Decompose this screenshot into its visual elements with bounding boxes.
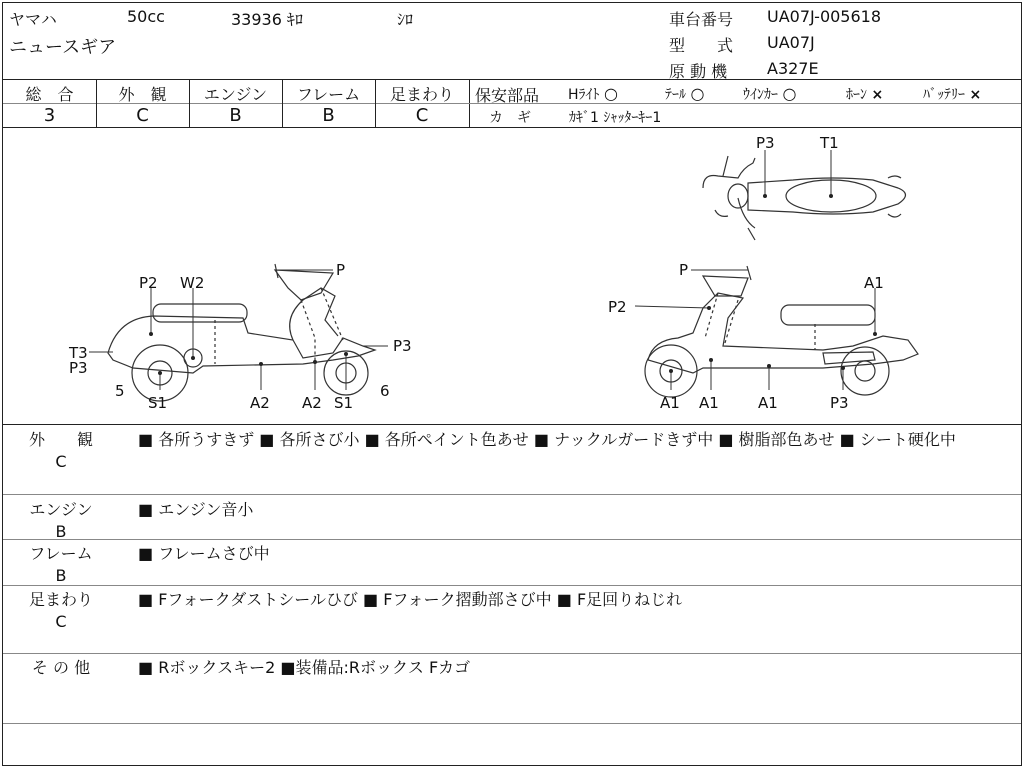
grade-overall-value: 3	[43, 105, 56, 126]
battery-mark: ×	[969, 87, 982, 103]
top-label-p3: P3	[756, 134, 775, 152]
section-frame-text: ■ フレームさび中	[138, 544, 270, 563]
right-label-a1-center: A1	[758, 394, 778, 412]
safety-winker: ｳｲﾝｶｰ ○	[743, 84, 797, 103]
frame-label: 車台番号	[669, 10, 734, 29]
section-suspension-label: 足まわり C	[21, 589, 101, 633]
safety-label: 保安部品	[475, 86, 540, 105]
grade-engine-label: エンジン	[203, 85, 268, 104]
left-label-p3-front: P3	[393, 337, 412, 355]
section-suspension-grade: C	[55, 612, 67, 631]
winker-mark: ○	[782, 84, 797, 103]
section-exterior-text: ■ 各所うすきず ■ 各所さび小 ■ 各所ペイント色あせ ■ ナックルガードきず中 ■ 樹脂部色あせ ■ シート硬化中	[138, 430, 956, 449]
left-label-a2-front: A2	[302, 394, 322, 412]
left-label-s1-rear: S1	[148, 394, 168, 412]
right-label-p3: P3	[830, 394, 849, 412]
grade-engine-value: B	[229, 105, 242, 126]
right-label-a1-rear: A1	[864, 274, 884, 292]
top-label-t1: T1	[820, 134, 839, 152]
left-label-s1-front: S1	[334, 394, 354, 412]
section-exterior-label: 外 観 C	[21, 429, 101, 473]
safety-horn: ﾎｰﾝ ×	[846, 87, 884, 103]
left-label-p3-rear: P3	[69, 359, 88, 377]
right-label-p2: P2	[608, 298, 627, 316]
taillight-mark: ○	[690, 84, 705, 103]
left-label-t3: T3	[69, 344, 88, 362]
section-frame-grade: B	[55, 566, 67, 585]
displacement: 50cc	[127, 7, 165, 26]
left-label-a2-center: A2	[250, 394, 270, 412]
left-label-p2: P2	[139, 274, 158, 292]
grade-exterior-value: C	[136, 105, 149, 126]
left-label-5: 5	[115, 382, 125, 400]
section-frame-label: フレーム B	[21, 543, 101, 587]
section-engine-grade: B	[55, 522, 67, 541]
right-label-a1-floor: A1	[699, 394, 719, 412]
left-label-w2: W2	[180, 274, 205, 292]
color: ｼﾛ	[397, 10, 414, 29]
grade-frame-label: フレーム	[296, 85, 361, 104]
safety-battery: ﾊﾞｯﾃﾘｰ ×	[923, 87, 982, 103]
section-other-text: ■ Rボックスキー2 ■装備品:Rボックス Fカゴ	[138, 658, 471, 677]
grade-exterior-label: 外 観	[118, 85, 167, 104]
type-label: 型 式	[669, 36, 734, 55]
horn-mark: ×	[871, 87, 884, 103]
section-engine-label: エンジン B	[21, 499, 101, 543]
section-exterior-grade: C	[55, 452, 67, 471]
type-value: UA07J	[767, 33, 815, 52]
engine-label: 原 動 機	[669, 62, 728, 81]
grade-suspension-value: C	[415, 105, 429, 126]
right-label-a1-front: A1	[660, 394, 680, 412]
left-label-6: 6	[380, 382, 390, 400]
section-suspension-text: ■ Fフォークダストシールひび ■ Fフォーク摺動部さび中 ■ F足回りねじれ	[138, 590, 683, 609]
inspection-sheet	[2, 2, 1022, 766]
model-name: ニュースギア	[9, 37, 117, 58]
maker: ヤマハ	[9, 10, 57, 29]
section-other-label: そ の 他	[31, 658, 91, 677]
right-label-p: P	[679, 261, 689, 279]
headlight-mark: ○	[603, 84, 618, 103]
grade-frame-value: B	[322, 105, 335, 126]
grade-overall-label: 総 合	[25, 85, 74, 104]
damage-diagram	[3, 128, 1021, 424]
left-label-p: P	[336, 261, 346, 279]
safety-taillight: ﾃｰﾙ ○	[665, 84, 705, 103]
frame-value: UA07J-005618	[767, 7, 882, 26]
key-label: カ ギ	[489, 110, 531, 126]
key-value: ｶｷﾞ1 ｼｬｯﾀｰｷｰ1	[569, 110, 662, 126]
safety-headlight: Hﾗｲﾄ ○	[568, 84, 618, 103]
grade-suspension-label: 足まわり	[389, 85, 454, 104]
section-engine-text: ■ エンジン音小	[138, 500, 254, 519]
engine-value: A327E	[767, 59, 819, 78]
mileage: 33936 ｷﾛ	[231, 10, 303, 29]
